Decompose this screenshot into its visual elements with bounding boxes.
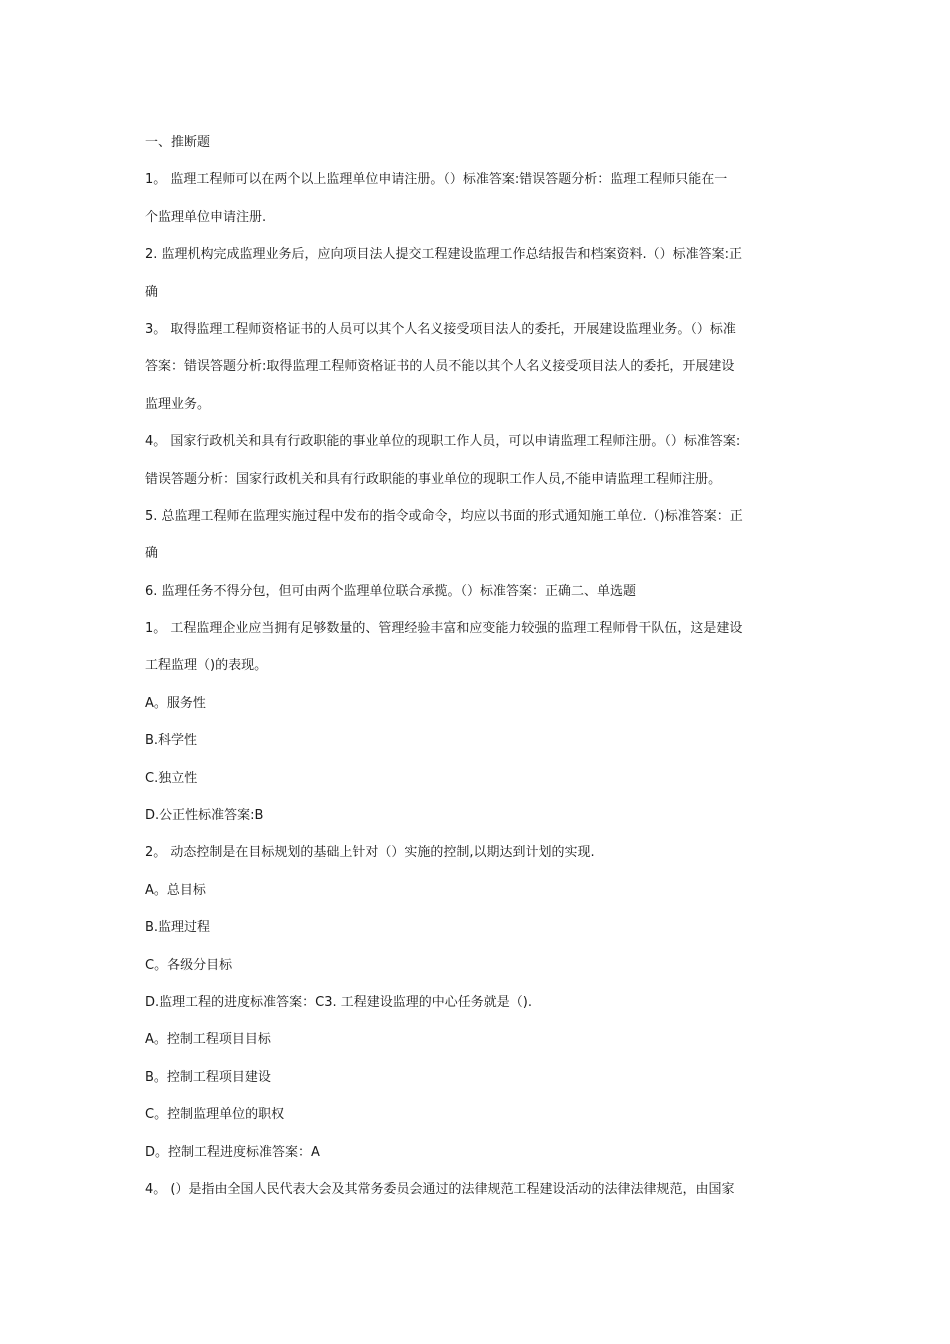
option-line: A。控制工程项目目标 (145, 1032, 271, 1048)
text-line: 答案：错误答题分析:取得监理工程师资格证书的人员不能以其个人名义接受项目法人的委托，开展建设 (145, 359, 735, 375)
option-line: D.公正性标准答案:B (145, 808, 264, 824)
text-line: 监理业务。 (145, 396, 211, 412)
option-line: A。服务性 (145, 695, 206, 711)
option-line: A。总目标 (145, 882, 206, 898)
text-line: 4。 (）是指由全国人民代表大会及其常务委员会通过的法律规范工程建设活动的法律法律规范，由国家 (145, 1181, 735, 1197)
text-line: 确 (145, 546, 159, 562)
text-line: 确 (145, 284, 159, 300)
option-line: C。各级分目标 (145, 957, 233, 973)
text-line: 1。 工程监理企业应当拥有足够数量的、管理经验丰富和应变能力较强的监理工程师骨干队伍，这是建设 (145, 621, 743, 637)
text-line: 4。 国家行政机关和具有行政职能的事业单位的现职工作人员，可以申请监理工程师注册。（）标准答案: (145, 434, 741, 450)
option-line: B.监理过程 (145, 920, 211, 936)
text-line: 6. 监理任务不得分包，但可由两个监理单位联合承揽。（）标准答案：正确二、单选题 (145, 583, 637, 599)
text-line: 个监理单位申请注册. (145, 209, 267, 225)
text-line: 2。 动态控制是在目标规划的基础上针对（）实施的控制,以期达到计划的实现. (145, 845, 595, 861)
option-line: D。控制工程进度标准答案：A (145, 1144, 320, 1160)
text-line: 5. 总监理工程师在监理实施过程中发布的指令或命令，均应以书面的形式通知施工单位.（)标准答案：正 (145, 508, 743, 524)
text-line: 1。 监理工程师可以在两个以上监理单位申请注册。（）标准答案:错误答题分析：监理工程师只能在一 (145, 172, 728, 188)
text-line: 2. 监理机构完成监理业务后，应向项目法人提交工程建设监理工作总结报告和档案资料.（）标准答案:正 (145, 247, 743, 263)
option-line: B。控制工程项目建设 (145, 1069, 271, 1085)
text-line: 错误答题分析：国家行政机关和具有行政职能的事业单位的现职工作人员,不能申请监理工程师注册。 (145, 471, 722, 487)
option-line: C.独立性 (145, 770, 198, 786)
text-line: 工程监理（)的表现。 (145, 658, 268, 674)
text-line: 3。 取得监理工程师资格证书的人员可以其个人名义接受项目法人的委托，开展建设监理业务。（）标准 (145, 321, 736, 337)
document-body (145, 124, 810, 1208)
option-line: D.监理工程的进度标准答案：C3. 工程建设监理的中心任务就是（). (145, 994, 532, 1010)
section-heading: 一、推断题 (145, 135, 211, 150)
option-line: B.科学性 (145, 733, 198, 749)
option-line: C。控制监理单位的职权 (145, 1107, 285, 1123)
